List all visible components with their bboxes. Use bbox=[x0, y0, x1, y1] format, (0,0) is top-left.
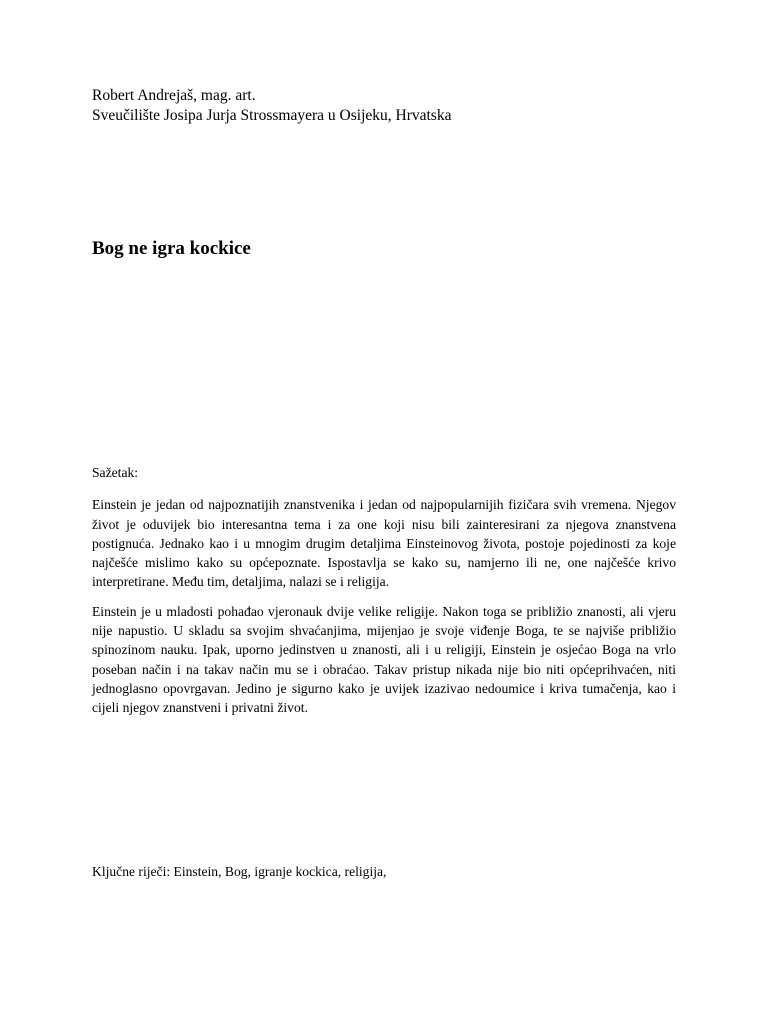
abstract-paragraph-1: Einstein je jedan od najpoznatijih znanstvenika i jedan od najpopularnijih fizičara svih vremena. Njegov život je oduvijek bio interesantna tema i za one koji nisu bili zainteresirani za njegova znanstvena postignuća. Jednako kao i u mnogim drugim detaljima Einsteinovog života, postoje pojedinosti za koje najčešće mislimo kako su općepoznate. Ispostavlja se kako su, namjerno ili ne, one najčešće krivo interpretirane. Među tim, detaljima, nalazi se i religija. bbox=[92, 497, 676, 590]
author-name: Robert Andrejaš, mag. art. bbox=[92, 87, 256, 104]
author-block bbox=[92, 86, 692, 126]
abstract-section bbox=[92, 463, 676, 728]
document-title: Bog ne igra kockice bbox=[92, 238, 251, 259]
abstract-paragraph-2: Einstein je u mladosti pohađao vjeronauk dvije velike religije. Nakon toga se približio znanosti, ali vjeru nije napustio. U skladu sa svojim shvaćanjima, mijenjao je svoje viđenje Boga, te se najviše približio spinozinom nauku. Ipak, uporno jedinstven u znanosti, ali i u religiji, Einstein je osjećao Boga na vrlo poseban način i na takav način mu se i obraćao. Takav pristup nikada nije bio niti općeprihvaćen, niti jednoglasno opovrgavan. Jedino je sigurno kako je uvijek izazivao nedoumice i kriva tumačenja, kao i cijeli njegov znanstveni i privatni život. bbox=[92, 603, 676, 716]
keywords-line: Ključne riječi: Einstein, Bog, igranje kockica, religija, bbox=[92, 864, 387, 879]
author-affiliation: Sveučilište Josipa Jurja Strossmayera u Osijeku, Hrvatska bbox=[92, 107, 452, 124]
abstract-label: Sažetak: bbox=[92, 465, 139, 480]
